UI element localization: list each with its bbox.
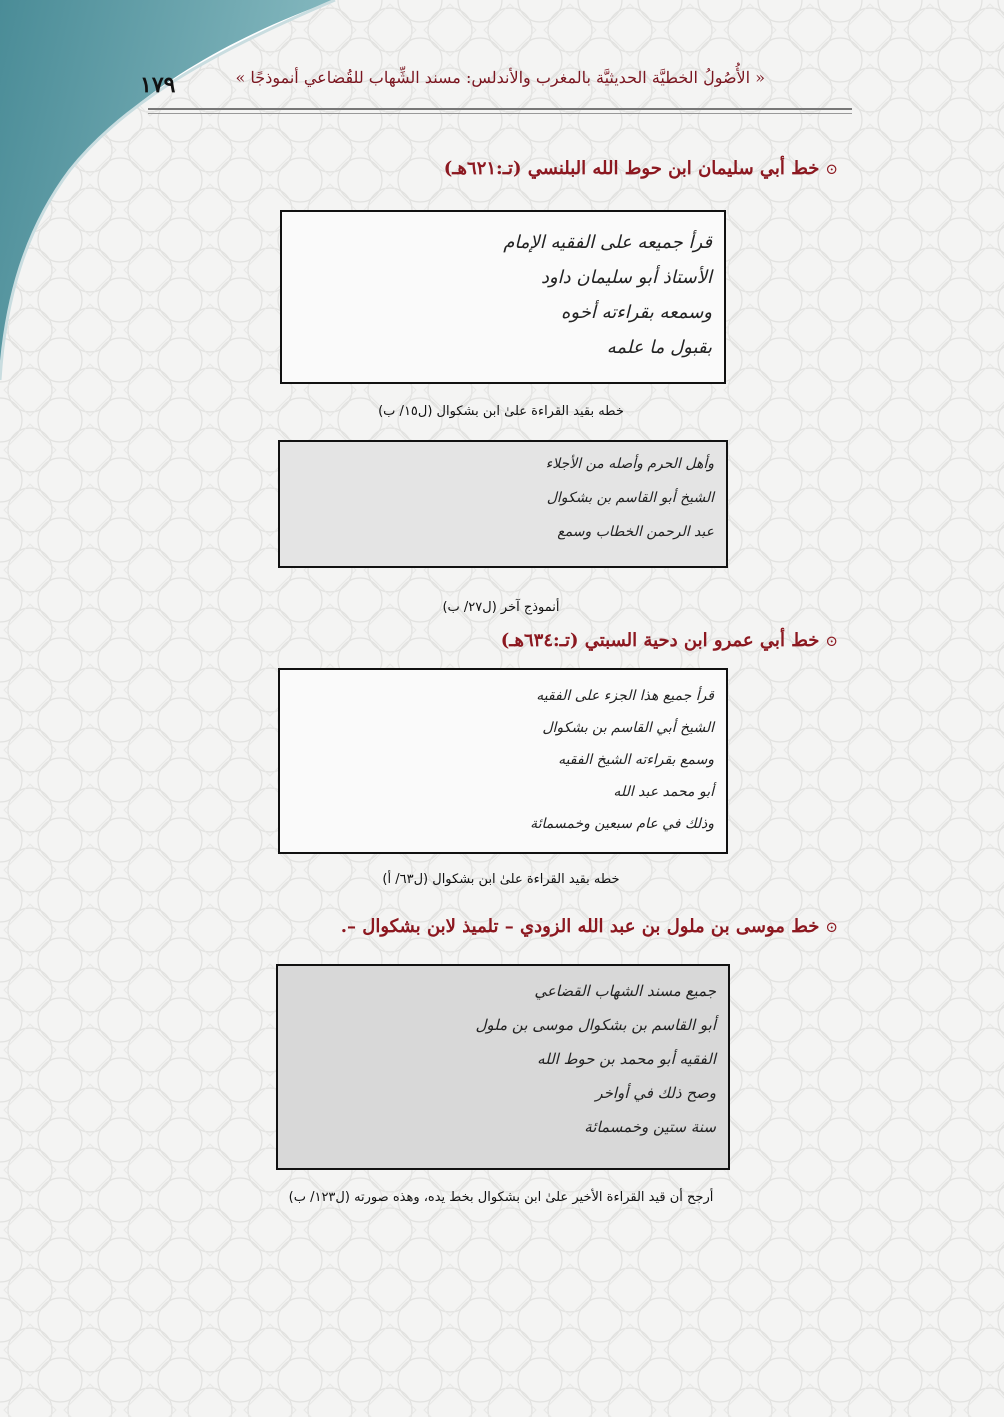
manuscript-line: قرأ جميع هذا الجزء على الفقيه [536, 688, 714, 704]
running-header: « الأُصُولُ الخطيَّة الحديثيَّة بالمغرب والأندلس: مسند الشِّهاب للقُضاعي أنموذجًا » [235, 68, 765, 87]
image-caption: أنموذج آخر (ل٢٧/ ب) [442, 600, 560, 615]
manuscript-line: وسمع بقراءته الشيخ الفقيه [558, 752, 714, 768]
manuscript-line: وذلك في عام سبعين وخمسمائة [530, 816, 714, 832]
manuscript-line: جميع مسند الشهاب القضاعي [534, 982, 716, 1000]
bullet-icon: ⊙ [825, 160, 838, 178]
bullet-icon: ⊙ [825, 918, 838, 936]
manuscript-line: قرأ جميعه على الفقيه الإمام [503, 232, 712, 253]
section-heading: ⊙خط أبي عمرو ابن دحية السبتي (تـ:٦٣٤هـ) [500, 630, 838, 651]
image-caption: خطه بقيد القراءة علىٰ ابن بشكوال (ل١٥/ ب) [378, 404, 624, 419]
manuscript-line: الشيخ أبو القاسم بن بشكوال [546, 490, 714, 506]
manuscript-image [278, 668, 728, 854]
bullet-icon: ⊙ [825, 632, 838, 650]
manuscript-image [276, 964, 730, 1170]
page-number: ١٧٩ [140, 72, 176, 98]
manuscript-line: أبو محمد عبد الله [613, 784, 714, 800]
manuscript-line: الأستاذ أبو سليمان داود [540, 267, 712, 288]
header-rule-thin [148, 113, 852, 114]
manuscript-line: الشيخ أبي القاسم بن بشكوال [542, 720, 714, 736]
manuscript-image [280, 210, 726, 384]
manuscript-line: أبو القاسم بن بشكوال موسى بن ملول [475, 1016, 716, 1034]
manuscript-line: سنة ستين وخمسمائة [584, 1118, 716, 1136]
manuscript-line: الفقيه أبو محمد بن حوط الله [537, 1050, 716, 1068]
manuscript-line: وصح ذلك في أواخر [595, 1084, 716, 1102]
image-caption: أرجح أن قيد القراءة الأخير علىٰ ابن بشكوال بخط يده، وهذه صورته (ل١٢٣/ ب) [288, 1190, 714, 1205]
section-heading: ⊙خط أبي سليمان ابن حوط الله البلنسي (تـ:٦٢١هـ) [443, 158, 838, 179]
manuscript-line: وأهل الحرم وأصله من الأجلاء [545, 456, 714, 472]
header-rule [148, 108, 852, 110]
section-heading: ⊙خط موسى بن ملول بن عبد الله الزودي – تلميذ لابن بشكوال –. [340, 916, 838, 937]
manuscript-line: بقبول ما علمه [606, 337, 712, 358]
manuscript-image [278, 440, 728, 568]
manuscript-line: عبد الرحمن الخطاب وسمع [557, 524, 714, 540]
manuscript-line: وسمعه بقراءته أخوه [561, 302, 712, 323]
image-caption: خطه بقيد القراءة علىٰ ابن بشكوال (ل٦٣/ أ) [382, 872, 620, 887]
